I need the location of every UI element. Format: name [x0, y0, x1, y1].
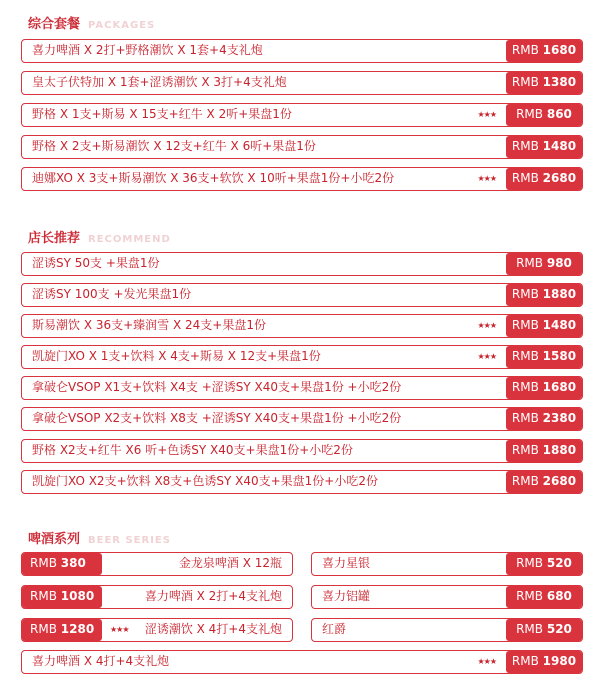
price-value: 1680 [542, 43, 577, 57]
currency-label: RMB [511, 75, 539, 89]
beer-right-row-2[interactable] [311, 585, 583, 609]
currency-label: RMB [511, 318, 539, 332]
recommend-name: 拿破仑VSOP X1支+饮料 X4支 +涩诱SY X40支+果盘1份 +小吃2份 [32, 380, 402, 394]
currency-label: RMB [511, 380, 539, 394]
currency-label: RMB [30, 589, 57, 603]
price-tag [506, 72, 582, 94]
star-rating-icon: ★★★ [477, 321, 496, 330]
section-title-packages-zh: 综合套餐 [28, 17, 81, 32]
package-row-2[interactable] [21, 71, 583, 95]
package-row-4[interactable] [21, 135, 583, 159]
price-tag [506, 253, 582, 275]
recommend-name: 凯旋门XO X 1支+饮料 X 4支+斯易 X 12支+果盘1份 [32, 349, 321, 363]
price-tag [506, 40, 582, 62]
package-name: 野格 X 1支+斯易 X 15支+红牛 X 2听+果盘1份 [32, 107, 292, 121]
beer-name: 喜力啤酒 X 4打+4支礼炮 [32, 654, 170, 668]
price-value: 2680 [542, 474, 577, 488]
section-title-packages [28, 13, 155, 32]
beer-name: 金龙泉啤酒 X 12瓶 [178, 556, 282, 570]
price-value: 1280 [60, 622, 95, 636]
recommend-row-6[interactable] [21, 407, 583, 431]
recommend-name: 凯旋门XO X2支+饮料 X8支+色诱SY X40支+果盘1份+小吃2份 [32, 474, 378, 488]
price-value: 1380 [542, 75, 577, 89]
currency-label: RMB [511, 139, 539, 153]
currency-label: RMB [511, 411, 539, 425]
price-value: 1480 [542, 318, 577, 332]
beer-left-row-1[interactable] [21, 552, 293, 576]
recommend-name: 斯易潮饮 X 36支+臻润雪 X 24支+果盘1份 [32, 318, 266, 332]
price-value: 1980 [542, 654, 577, 668]
beer-right-row-3[interactable] [311, 618, 583, 642]
currency-label: RMB [516, 589, 544, 603]
price-tag [22, 553, 102, 575]
price-value: 860 [546, 107, 572, 121]
section-title-packages-en: PACKAGES [88, 20, 156, 31]
price-value: 1480 [542, 139, 577, 153]
price-tag [506, 440, 582, 462]
currency-label: RMB [511, 443, 539, 457]
currency-label: RMB [516, 256, 544, 270]
price-tag [506, 471, 582, 493]
recommend-row-8[interactable] [21, 470, 583, 494]
package-row-3[interactable] [21, 103, 583, 127]
price-tag [506, 104, 582, 126]
package-name: 迪娜XO X 3支+斯易潮饮 X 36支+软饮 X 10听+果盘1份+小吃2份 [32, 171, 395, 185]
recommend-row-1[interactable] [21, 252, 583, 276]
price-value: 1580 [542, 349, 577, 363]
beer-name: 喜力啤酒 X 2打+4支礼炮 [144, 589, 282, 603]
price-tag [506, 346, 582, 368]
recommend-name: 野格 X2支+红牛 X6 听+色诱SY X40支+果盘1份+小吃2份 [32, 443, 353, 457]
star-rating-icon: ★★★ [477, 110, 496, 119]
section-title-recommend-zh: 店长推荐 [28, 231, 81, 246]
recommend-row-4[interactable] [21, 345, 583, 369]
price-value: 2380 [542, 411, 577, 425]
currency-label: RMB [516, 622, 544, 636]
price-tag [506, 619, 582, 641]
star-rating-icon: ★★★ [477, 352, 496, 361]
price-tag [506, 377, 582, 399]
currency-label: RMB [511, 43, 539, 57]
beer-name: 喜力星银 [322, 556, 371, 570]
recommend-row-7[interactable] [21, 439, 583, 463]
section-title-recommend [28, 227, 171, 246]
recommend-name: 涩诱SY 50支 +果盘1份 [32, 256, 160, 270]
beer-full-row[interactable] [21, 650, 583, 674]
price-tag [506, 315, 582, 337]
price-value: 520 [546, 556, 572, 570]
currency-label: RMB [30, 556, 57, 570]
package-name: 喜力啤酒 X 2打+野格潮饮 X 1套+4支礼炮 [32, 43, 263, 57]
beer-right-row-1[interactable] [311, 552, 583, 576]
price-value: 2680 [542, 171, 577, 185]
beer-name: 喜力铝罐 [322, 589, 371, 603]
price-tag [22, 619, 102, 641]
currency-label: RMB [511, 474, 539, 488]
price-value: 380 [60, 556, 86, 570]
star-rating-icon: ★★★ [477, 174, 496, 183]
beer-left-row-3[interactable] [21, 618, 293, 642]
section-title-beer-zh: 啤酒系列 [28, 532, 81, 547]
recommend-name: 涩诱SY 100支 +发光果盘1份 [32, 287, 192, 301]
price-value: 1880 [542, 287, 577, 301]
price-tag [22, 586, 102, 608]
beer-name: 红爵 [322, 622, 347, 636]
package-name: 野格 X 2支+斯易潮饮 X 12支+红牛 X 6听+果盘1份 [32, 139, 316, 153]
recommend-row-2[interactable] [21, 283, 583, 307]
currency-label: RMB [516, 556, 544, 570]
price-tag [506, 284, 582, 306]
price-value: 980 [546, 256, 572, 270]
section-title-recommend-en: RECOMMEND [88, 234, 171, 245]
recommend-row-5[interactable] [21, 376, 583, 400]
currency-label: RMB [511, 654, 539, 668]
currency-label: RMB [511, 349, 539, 363]
price-value: 1880 [542, 443, 577, 457]
price-value: 520 [546, 622, 572, 636]
package-row-5[interactable] [21, 167, 583, 191]
currency-label: RMB [516, 107, 544, 121]
price-tag [506, 553, 582, 575]
package-name: 皇太子伏特加 X 1套+涩诱潮饮 X 3打+4支礼炮 [32, 75, 287, 89]
section-title-beer-en: BEER SERIES [88, 535, 171, 546]
price-tag [506, 408, 582, 430]
star-rating-icon: ★★★ [110, 625, 129, 634]
price-value: 1680 [542, 380, 577, 394]
currency-label: RMB [511, 287, 539, 301]
price-tag [506, 168, 582, 190]
price-value: 1080 [60, 589, 95, 603]
price-tag [506, 651, 582, 673]
price-value: 680 [546, 589, 572, 603]
price-tag [506, 586, 582, 608]
star-rating-icon: ★★★ [477, 657, 496, 666]
section-title-beer [28, 528, 171, 547]
price-tag [506, 136, 582, 158]
beer-name: 涩诱潮饮 X 4打+4支礼炮 [144, 622, 282, 636]
package-row-1[interactable] [21, 39, 583, 63]
currency-label: RMB [30, 622, 57, 636]
recommend-name: 拿破仑VSOP X2支+饮料 X8支 +涩诱SY X40支+果盘1份 +小吃2份 [32, 411, 402, 425]
currency-label: RMB [511, 171, 539, 185]
beer-left-row-2[interactable] [21, 585, 293, 609]
recommend-row-3[interactable] [21, 314, 583, 338]
